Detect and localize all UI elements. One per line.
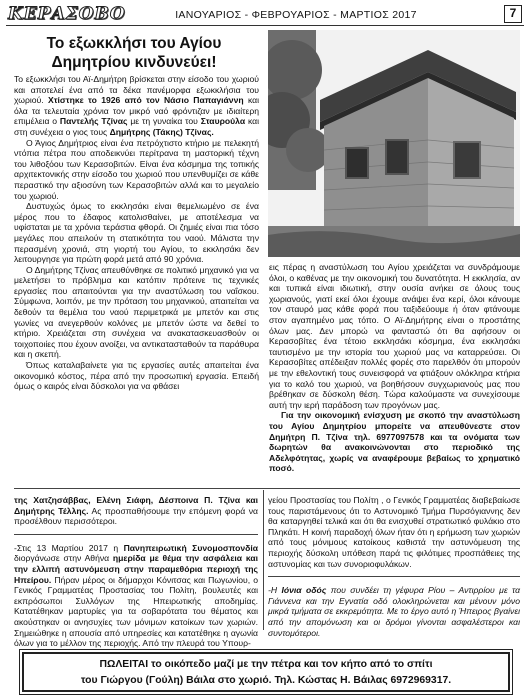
page-header <box>6 4 524 26</box>
text-span: Πήραν μέρος οι δήμαρχοι Κόνιτσας και Πωγωνίου, ο Γενικός Γραμματέας Προστασίας του Πολίτη, βουλευτές και εκπρόσωποι Συλλόγων της Ηπειρωτικής αποδημίας. Κατατέθηκαν μαρτυρίες για τα σοβαρότατα του θέματος και ακούστηκαν οι ανησυχίες των μόνιμων κατοίκων των χωριών. Σημειώθηκε η απουσία από υπηρεσίες και κατατέθηκε η αγωνία όλων για το μέλλον της περιοχής. Από την πλευρά του Υπουρ- <box>14 574 258 649</box>
article-paragraph-6: εις πέρας η αναστύλωση του Αγίου χρειάζεται να συνδράμουμε όλοι, ο καθένας με την οικονομική του δυνατότητα. Η εκκλησία, αν και τυπικά είναι ιδιωτική, στην ουσία ανήκει σε όλους τους χωριανούς, γιατί εκεί όλοι έχουμε ανάψει ένα κερί, όλοι κάνουμε τον σταυρό μας κάθε φορά που ταξιδεύουμε ή όταν φτάνουμε στον αγαπημένο μας τόπο. Ο Αϊ-Δημήτρης είναι ο προστάτης όλων μας. Δεν μπορώ να φανταστώ ότι θα αφήσουν οι Κερασοβίτες ένα τέτοιο εκκλησάκι κόσμημα, ένα εκκλησάκι ταυτισμένο με την ιστορία του χωριού μας να καταρρεύσει. Οι Κερασοβίτες απέδειξαν πολλές φορές στο παρελθόν ότι μπορούν με την εθελοντική τους συνεισφορά να φτιάξουν ολόκληρα κτήρια για το καλό του χωριού, να βοηθήσουν συγχωριανούς μας που βρέθηκαν σε δύσκολη θέση. Τώρα καλούμαστε να συνεχίσουμε αυτή την ιερή παράδοση των προγόνων μας. <box>269 262 520 410</box>
article-paragraph-5: Όπως καταλαβαίνετε για τις εργασίες αυτές απαιτείται ένα οικονομικό κόστος, πέρα από την προσωπική εργασία. Επειδή όμως ο καιρός είναι δύσκολοι για να φθάσει <box>14 360 259 392</box>
text-span: -Η <box>268 585 278 596</box>
text-span: -Στις 13 Μαρτίου 2017 η <box>14 542 119 553</box>
donation-notice: Για την οικονομική ενίσχυση με σκοπό την αναστύλωση του Αγίου Δημητρίου μπορείτε να απευθύνεστε στον Δημήτρη Π. Τζίνα τηλ. 6977097578 και τα ονόματα των δωρητών θα ανακοινώνονται στο περιοδικό της Αδελφότητας, χωρίς να αναφέρουμε βεβαίως το χρηματικό ποσό. <box>269 410 520 474</box>
news-column-left <box>14 495 258 649</box>
issue-date: ΙΑΝΟΥΑΡΙΟΣ - ΦΕΒΡΟΥΑΡΙΟΣ - ΜΑΡΤΙΟΣ 2017 <box>175 9 417 21</box>
bold-span: Παντελής Τζίνας <box>59 116 128 127</box>
news-item-intro <box>14 495 258 527</box>
article-title <box>14 34 254 72</box>
chapel-photo-image <box>268 30 520 257</box>
text-span: και στη συνέχεια ο γιος τους <box>14 116 260 137</box>
article-title-line1: Το εξωκκλήσι του Αγίου <box>46 35 222 52</box>
masthead-logo: ΚΕΡΑΣΟΒΟ <box>8 4 126 24</box>
bold-span: Σταυρούλα <box>200 116 246 127</box>
news-item-security <box>14 543 258 649</box>
text-span: που συνδέει τη γέφυρα Ρίου – Αντιρρίου με τα Γιάννενα και την Εγνατία οδό ολοκληρώνεται και μένουν μόνο μικρά τμήματα σε εκκρεμότητα. Με το έργο αυτό η Ήπειρος βγαίνει από την απομόνωση και οι δρόμοι γίνονται ασφαλέστεροι και συντομότεροι. <box>268 585 521 638</box>
item-separator <box>14 534 258 535</box>
article-paragraph-1 <box>14 74 259 138</box>
bold-span: της Χατζησάββας, Ελένη Σιάφη, Δέσποινα Π. Τζίνα και Δημήτρης Τέλλης. <box>14 495 258 516</box>
article-column-left <box>14 74 259 392</box>
chapel-photo <box>268 30 520 257</box>
article-title-line2: Δημητρίου κινδυνεύει! <box>51 54 217 71</box>
article-paragraph-2: Ο Άγιος Δημήτριος είναι ένα πετρόχτιστο κτήριο με πελεκητή ντόπια πέτρα που αποδεικνύει περίτρανα τη μαστορική τέχνη του λιθοξόου των Κερασοβιτών. Είναι ένα κόσμημα της τοπικής αρχιτεκτονικής στην είσοδο του χωριού που υπενθυμίζει σε κάθε περαστικό την αξιοσύνη των Κερασοβιτών αλλά και το μεγαλείο του χωριού. <box>14 137 259 201</box>
article-column-right <box>269 262 520 474</box>
news-item-ionia-road <box>268 585 520 638</box>
text-span: με τη γυναίκα του <box>130 116 198 127</box>
section-divider <box>14 488 520 489</box>
bold-span: Χτίστηκε το 1926 από τον Νάσιο Παπαγιάννη <box>47 95 244 106</box>
bold-span: Δημήτρης (Τάκης) Τζίνας. <box>109 126 214 137</box>
text-span: Το εξωκκλήσι του Αϊ-Δημήτρη βρίσκεται στην είσοδο του χωριού και αποτελεί ένα από τα δέκα πανέμορφα εξωκκλήσια του χωριού. <box>14 74 259 106</box>
text-span: διοργάνωσε στην Αθήνα <box>14 553 110 564</box>
classified-ad-line2: του Γιώργου (Γούλη) Βάιλα στο χωριό. Τηλ. Κώστας Η. Βάιλας 6972969317. <box>80 675 452 686</box>
column-divider <box>263 490 264 630</box>
item-separator <box>268 576 520 577</box>
text-span: Ας προσπαθήσουμε την επόμενη φορά να προσέλθουν περισσότεροι. <box>14 505 258 527</box>
text-span: και όλα τα τελευταία χρόνια τον μικρό ναό φρόντιζαν με ιδιαίτερη επιμέλεια ο <box>14 95 260 127</box>
bold-span: Ιόνια οδός <box>281 585 327 596</box>
news-column-right <box>268 495 520 638</box>
bold-span: ημερίδα με θέμα την ασφάλεια και την ελλιπή αστυνόμευση στην παραμεθόρια περιοχή της Ηπείρου. <box>14 553 259 585</box>
classified-ad-box <box>22 652 510 692</box>
article-paragraph-3: Δυστυχώς όμως το εκκλησάκι είναι θεμελιωμένο σε ένα μέρος που το έδαφος κατολισθαίνει, με αποτέλεσμα να υφίσταται με τα χρόνια τεράστια φθορά. Οι ζημιές είναι πια τόσο μεγάλες που απειλούν τη στατικότητα του ναού. Μάλιστα την περασμένη χρονιά, στη γιορτή του Αγίου, το εκκλησάκι δεν λειτουργησε για πρώτη φορά μετά από 90 χρόνια. <box>14 201 259 265</box>
classified-ad-line1: ΠΩΛΕΙΤΑΙ το οικόπεδο μαζί με την πέτρα και τον κήπο από το σπίτι <box>99 659 433 670</box>
bold-span: Πανηπειρωτική Συνομοσπονδία <box>123 542 258 553</box>
news-item-security-cont: γείου Προστασίας του Πολίτη , ο Γενικός Γραμματέας διαβεβαίωσε τους παριστάμενους ότι το Αστυνομικό Τμήμα Πυρσόγιαννης δεν θα καταργηθεί τελικά και ότι θα ενισχυθεί στρατιωτικό φυλάκιο στο Πληκάτι. Η κοινή παραδοχή όλων ήταν ότι η ερήμωση των χωριών από τους μόνιμους κατοίκους καθιστά την αστυνόμευση της περιοχής δύσκολη υπόθεση παρά τις φιλότιμες προσπάθειες της αστυνομίας και των συνοριοφυλάκων. <box>268 495 520 569</box>
article-paragraph-4: Ο Δημήτρης Τζίνας απευθύνθηκε σε πολιτικό μηχανικό για να μελετήσει το πρόβλημα και κατόπιν πρότεινε τις τεχνικές εργασίες που απαιτούνται για την αναστύλωση του ναΐσκου. Σύμφωνα, λοιπόν, με την πρόταση του μηχανικού, απαιτείται να δεθούν τα θεμέλια του ναού περιμετρικά με μπετόν και στις γωνίες να ανεγερθούν κολόνες με μπετόν ώστε να δεθεί το κτήριο. Χρειάζεται στη συνέχεια να ανακατασκευασθούν οι τοιχοποιίες που έχουν ανοίξει, να αντικατασταθούν τα παράθυρα και η σκεπή. <box>14 264 259 360</box>
page-number: 7 <box>504 5 522 23</box>
